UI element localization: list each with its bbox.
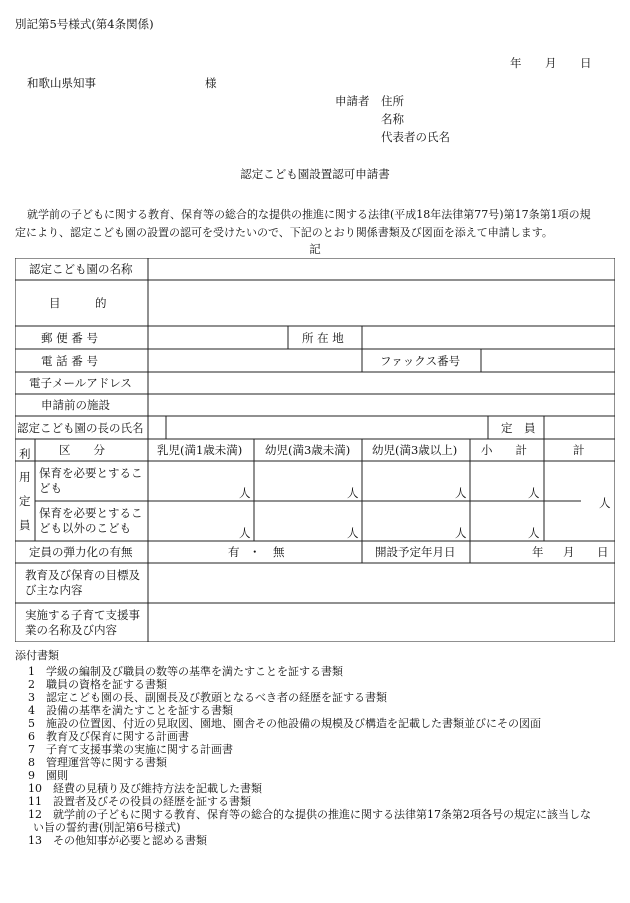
unit-toddler-r1: 人 <box>347 486 359 500</box>
open-day-label: 日 <box>597 545 609 559</box>
unit-child-r1: 人 <box>455 486 467 500</box>
date-year-label: 年 <box>510 56 522 70</box>
facility-name-label: 認定こども園の名称 <box>29 262 133 276</box>
flex-yes: 有 <box>228 545 240 559</box>
form-number: 別記第5号様式(第4条関係) <box>15 17 154 31</box>
col-subtotal-label: 小 計 <box>481 443 527 457</box>
flex-no: 無 <box>273 545 285 559</box>
attachment-item: 13 その他知事が必要と認める書類 <box>28 834 207 847</box>
row-other-line1: 保育を必要とするこ <box>39 506 143 520</box>
body-text-line2: 定により、認定こども園の設置の認可を受けたいので、下記のとおり関係書類及び図面を添えて申請します。 <box>15 226 553 239</box>
email-label: 電子メールアドレス <box>29 376 132 390</box>
col-child-o3-label: 幼児(満3歳以上) <box>372 443 458 457</box>
row-needs-care-line1: 保育を必要とするこ <box>39 466 143 480</box>
flex-capacity-label: 定員の弾力化の有無 <box>29 545 133 559</box>
col-toddler-u3-label: 幼児(満3歳未満) <box>265 443 351 457</box>
attachment-item: 7 子育て支援事業の実施に関する計画書 <box>28 743 233 756</box>
representative-label: 代表者の氏名 <box>381 130 450 144</box>
attachment-item: 8 管理運営等に関する書類 <box>28 756 167 769</box>
goals-label-line1: 教育及び保育の目標及 <box>25 568 140 582</box>
users-char-1: 利 <box>19 447 31 461</box>
attachment-item: 9 園則 <box>28 769 68 782</box>
attachment-item: 2 職員の資格を証する書類 <box>28 678 167 691</box>
goals-label-line2: び主な内容 <box>25 583 83 597</box>
name-label: 名称 <box>381 112 404 126</box>
flex-dot: ・ <box>249 545 261 559</box>
users-char-4: 員 <box>19 518 31 532</box>
postal-code-label: 郵 便 番 号 <box>41 331 98 345</box>
unit-subtotal-r1: 人 <box>528 486 540 500</box>
director-name-label: 認定こども園の長の氏名 <box>17 421 144 435</box>
open-month-label: 月 <box>563 545 575 559</box>
attachment-item: 3 認定こども園の長、副園長及び教頭となるべき者の経歴を証する書類 <box>28 691 387 704</box>
attachment-item: 6 教育及び保育に関する計画書 <box>28 730 189 743</box>
attachment-item: 4 設備の基準を満たすことを証する書類 <box>28 704 233 717</box>
support-label-line2: 業の名称及び内容 <box>25 623 117 637</box>
fax-label: ファックス番号 <box>380 354 461 368</box>
unit-infant-r1: 人 <box>239 486 251 500</box>
users-char-2: 用 <box>19 470 31 484</box>
date-day-label: 日 <box>580 56 592 70</box>
unit-subtotal-r2: 人 <box>528 526 540 540</box>
phone-label: 電 話 番 号 <box>41 354 98 368</box>
attachment-item: 11 設置者及びその役員の経歴を証する書類 <box>28 795 251 808</box>
attachment-item-continued: い旨の誓約書(別記第6号様式) <box>33 821 181 834</box>
honorific: 様 <box>205 76 217 90</box>
addressee: 和歌山県知事 <box>27 76 96 90</box>
unit-toddler-r2: 人 <box>347 526 359 540</box>
attachment-item: 5 施設の位置図、付近の見取図、園地、園舎その他設備の規模及び構造を記載した書類並びにその図面 <box>28 717 541 730</box>
users-char-3: 定 <box>19 494 31 508</box>
row-needs-care-line2: ども <box>39 481 62 495</box>
date-month-label: 月 <box>545 56 557 70</box>
attachment-item: 10 経費の見積り及び維持方法を記載した書類 <box>28 782 262 795</box>
attachments-heading: 添付書類 <box>15 649 59 662</box>
application-form-table <box>15 258 615 642</box>
open-date-label: 開設予定年月日 <box>375 545 456 559</box>
unit-total: 人 <box>599 496 611 510</box>
address-label: 住所 <box>381 94 404 108</box>
row-other-line2: ども以外のこども <box>39 521 131 535</box>
open-year-label: 年 <box>532 545 544 559</box>
unit-infant-r2: 人 <box>239 526 251 540</box>
attachment-item: 1 学級の編制及び職員の数等の基準を満たすことを証する書類 <box>28 665 343 678</box>
prior-facility-label: 申請前の施設 <box>41 398 110 412</box>
col-total-label: 計 <box>573 443 585 457</box>
applicant-label: 申請者 <box>335 94 370 108</box>
unit-child-r2: 人 <box>455 526 467 540</box>
col-category-label: 区 分 <box>59 443 105 457</box>
document-title: 認定こども園設置認可申請書 <box>240 167 390 181</box>
body-text-line1: 就学前の子どもに関する教育、保育等の総合的な提供の推進に関する法律(平成18年法律第77号)第17条第1項の規 <box>27 208 591 221</box>
ki-label: 記 <box>309 242 321 256</box>
capacity-label: 定 員 <box>501 421 536 435</box>
support-label-line1: 実施する子育て支援事 <box>25 608 140 622</box>
purpose-label: 目 的 <box>49 296 107 310</box>
location-label: 所 在 地 <box>302 331 344 345</box>
col-infant-label: 乳児(満1歳未満) <box>157 443 243 457</box>
attachment-item: 12 就学前の子どもに関する教育、保育等の総合的な提供の推進に関する法律第17条第2項各号の規定に該当しな <box>28 808 591 821</box>
